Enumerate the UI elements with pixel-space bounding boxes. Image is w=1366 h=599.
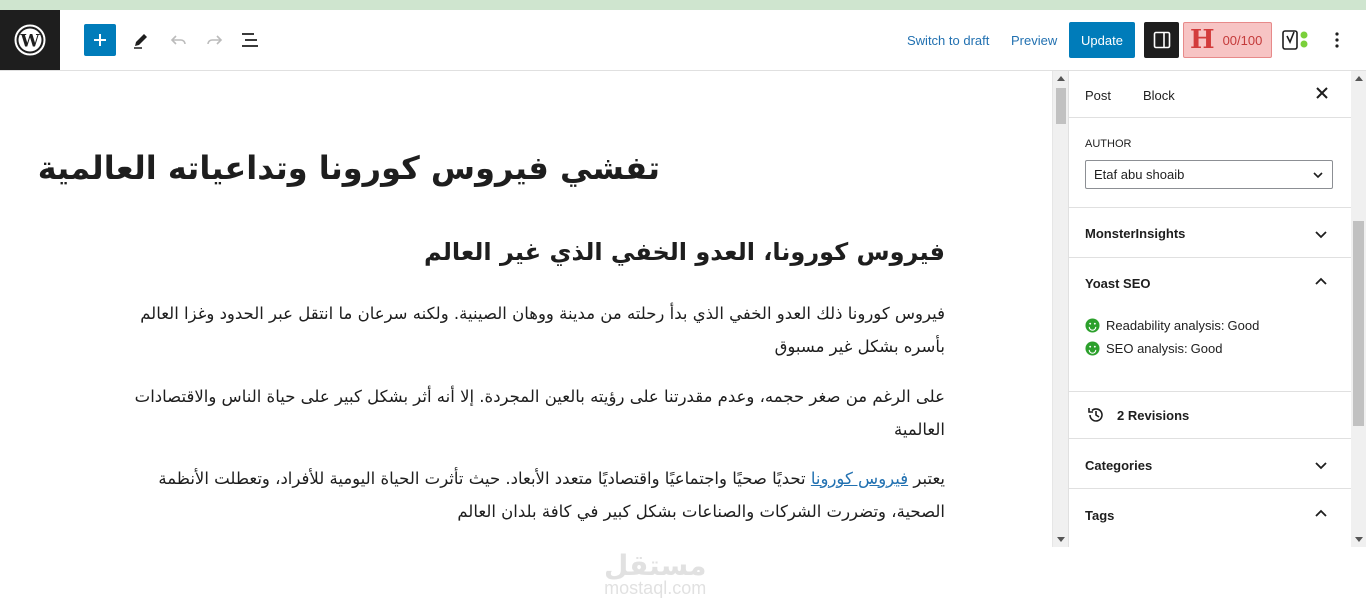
scroll-down-arrow-icon[interactable] — [1355, 537, 1363, 543]
score-letter: H — [1190, 25, 1215, 55]
switch-to-draft-button[interactable]: Switch to draft — [907, 33, 990, 48]
tab-post[interactable]: Post — [1085, 88, 1112, 103]
paragraph-block[interactable]: فيروس كورونا ذلك العدو الخفي الذي بدأ رحلته من مدينة ووهان الصينية. ولكنه سرعان ما انتقل عبر الحدود وغزا العالم بأسره بشكل غير مسبوق — [140, 304, 945, 356]
settings-sidebar-toggle-icon[interactable] — [1144, 22, 1179, 58]
readability-value: Good — [1227, 318, 1260, 333]
watermark-latin: mostaql.com — [604, 578, 707, 598]
redo-icon[interactable] — [201, 27, 227, 53]
watermark-arabic: مستقل — [604, 549, 707, 582]
panel-title: MonsterInsights — [1085, 226, 1186, 241]
author-label: AUTHOR — [1085, 138, 1132, 150]
editor-scrollbar-thumb[interactable] — [1056, 88, 1066, 124]
undo-icon[interactable] — [166, 27, 192, 53]
add-block-button[interactable] — [84, 24, 116, 56]
sidebar-scrollbar[interactable] — [1351, 71, 1366, 547]
scroll-down-arrow-icon[interactable] — [1057, 537, 1065, 543]
chevron-up-icon — [1312, 505, 1330, 523]
sidebar-scrollbar-thumb[interactable] — [1353, 221, 1364, 426]
tab-block[interactable]: Block — [1143, 88, 1175, 103]
panel-yoast-seo[interactable] — [1069, 257, 1352, 392]
chevron-down-icon — [1312, 456, 1330, 474]
seo-analysis[interactable] — [1085, 341, 1222, 356]
readability-label: Readability analysis: — [1106, 318, 1225, 333]
score-value: 00/100 — [1222, 32, 1263, 48]
revisions-link[interactable]: 2 Revisions — [1117, 408, 1190, 423]
document-overview-icon[interactable] — [237, 27, 263, 53]
edit-pencil-icon[interactable] — [128, 27, 154, 53]
chevron-down-icon — [1312, 169, 1324, 181]
smiley-good-icon — [1085, 341, 1100, 356]
paragraph-text: يعتبر — [908, 469, 945, 488]
scroll-up-arrow-icon[interactable] — [1355, 75, 1363, 81]
wordpress-logo-icon[interactable] — [0, 10, 60, 70]
close-icon[interactable] — [1312, 83, 1332, 103]
preview-button[interactable]: Preview — [1011, 33, 1058, 48]
watermark — [604, 549, 706, 599]
revisions-clock-icon — [1087, 406, 1105, 424]
seo-label: SEO analysis: — [1106, 341, 1188, 356]
panel-monsterinsights[interactable] — [1069, 207, 1352, 257]
panel-title: Yoast SEO — [1085, 276, 1151, 291]
paragraph-block[interactable]: على الرغم من صغر حجمه، وعدم مقدرتنا على رؤيته بالعين المجردة. إلا أنه أثر بشكل كبير على حياة الناس والاقتصادات العالمية — [134, 387, 945, 439]
yoast-icon[interactable] — [1280, 27, 1312, 53]
settings-sidebar — [1068, 71, 1351, 547]
scroll-up-arrow-icon[interactable] — [1057, 75, 1065, 81]
panel-revisions[interactable] — [1069, 391, 1352, 439]
author-select[interactable] — [1085, 160, 1333, 189]
editor-scrollbar[interactable] — [1052, 71, 1068, 547]
panel-title: Tags — [1085, 508, 1115, 523]
top-strip — [0, 0, 1366, 10]
panel-categories[interactable] — [1069, 438, 1352, 488]
author-select-value: Etaf abu shoaib — [1094, 167, 1185, 182]
chevron-down-icon — [1312, 225, 1330, 243]
readability-analysis[interactable] — [1085, 318, 1259, 333]
more-options-icon[interactable] — [1326, 27, 1348, 53]
panel-tags[interactable] — [1069, 488, 1352, 548]
seo-score-button[interactable] — [1183, 22, 1272, 58]
paragraph-link[interactable]: فيروس كورونا — [810, 469, 909, 488]
smiley-good-icon — [1085, 318, 1100, 333]
sidebar-tabs — [1069, 71, 1352, 118]
paragraph-block[interactable] — [125, 462, 945, 528]
svg-text:W: W — [20, 31, 40, 52]
panel-title: Categories — [1085, 458, 1153, 473]
editor-canvas[interactable] — [0, 71, 1052, 598]
paragraph-text: تحديًا صحيًا واجتماعيًا واقتصاديًا متعدد الأبعاد. حيث تأثرت الحياة اليومية للأفراد، وتعطلت الأنظمة الصحية، وتضررت الشركات والصناعات بشكل كبير في كافة بلدان العالم — [158, 469, 945, 521]
update-button[interactable]: Update — [1069, 22, 1135, 58]
seo-value: Good — [1190, 341, 1223, 356]
post-title[interactable]: تفشي فيروس كورونا وتداعياته العالمية — [37, 149, 660, 187]
heading-block[interactable]: فيروس كورونا، العدو الخفي الذي غير العالم — [424, 238, 945, 266]
editor-toolbar — [0, 10, 1366, 71]
chevron-up-icon — [1312, 273, 1330, 291]
